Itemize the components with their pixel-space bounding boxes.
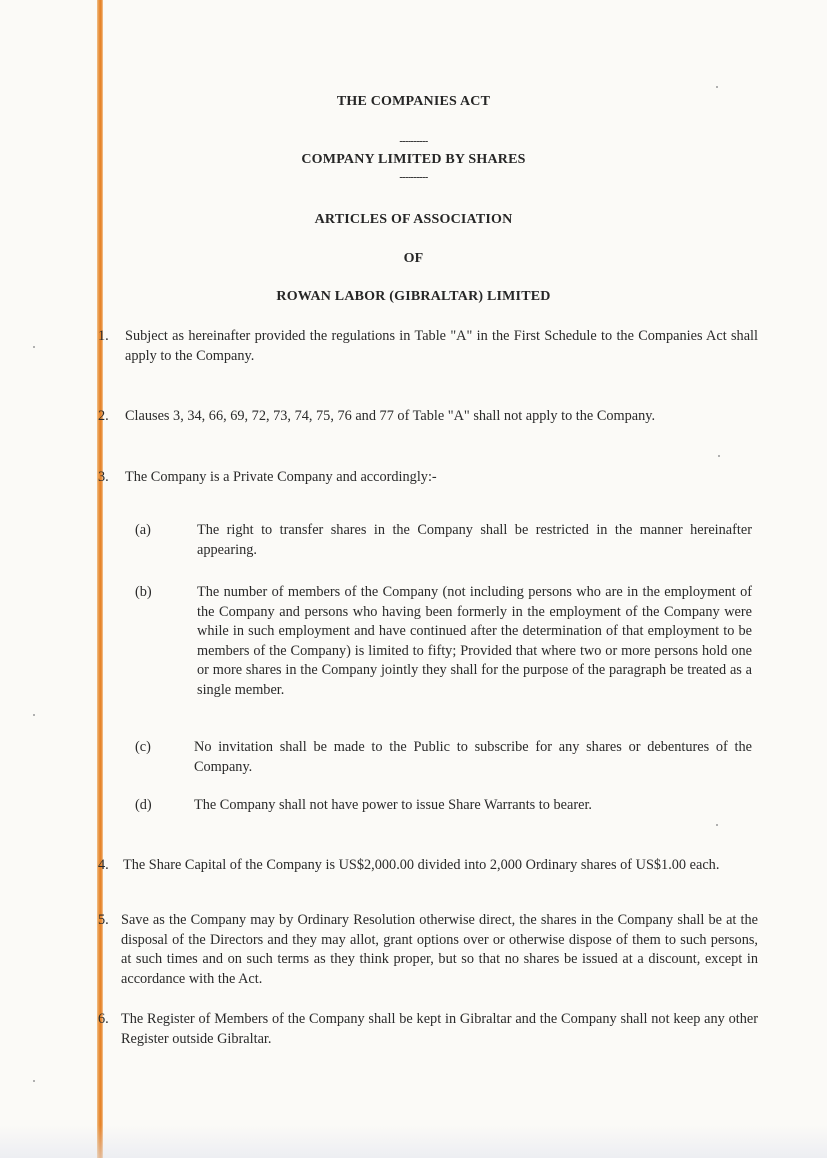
subclause-label: (b) xyxy=(135,584,152,600)
paper-speck xyxy=(718,455,720,457)
paper-speck xyxy=(716,824,718,826)
paper-speck xyxy=(716,86,718,88)
subclause-label: (a) xyxy=(135,522,151,538)
subclause-c xyxy=(135,738,752,778)
clause-6 xyxy=(98,1010,758,1050)
subclause-text: The right to transfer shares in the Company shall be restricted in the manner hereinafter appearing. xyxy=(197,522,752,558)
clause-2 xyxy=(98,407,758,427)
separator-bottom: ---------- xyxy=(399,172,428,183)
subclause-b xyxy=(135,583,752,719)
clause-text: Clauses 3, 34, 66, 69, 72, 73, 74, 75, 76 and 77 of Table "A" shall not apply to the Company. xyxy=(125,408,656,424)
clause-text: The Company is a Private Company and accordingly:- xyxy=(125,469,437,485)
company-name-heading: ROWAN LABOR (GIBRALTAR) LIMITED xyxy=(276,289,551,304)
subclause-text: No invitation shall be made to the Public to subscribe for any shares or debentures of the Company. xyxy=(194,739,752,775)
clause-text: The Register of Members of the Company shall be kept in Gibraltar and the Company shall not keep any other Register outside Gibraltar. xyxy=(121,1011,758,1047)
clause-1 xyxy=(98,327,758,367)
clause-4 xyxy=(98,856,758,896)
clause-number: 3. xyxy=(98,469,109,485)
company-type-heading: COMPANY LIMITED BY SHARES xyxy=(301,152,526,167)
scan-shadow xyxy=(0,1125,827,1158)
subclause-text: The number of members of the Company (not including persons who are in the employment of the Company and persons who having been formerly in the employment of the Company were while in such employment and have continued after the determination of that employment to be members of the Company) is limited to fifty; Provided that where two or more persons hold one or more shares in the Company jointly they shall for the purpose of the paragraph be treated as a single member. xyxy=(197,584,752,698)
clause-number: 1. xyxy=(98,328,109,344)
clause-3 xyxy=(98,468,758,488)
clause-number: 6. xyxy=(98,1011,109,1027)
subclause-label: (d) xyxy=(135,797,152,813)
clause-number: 4. xyxy=(98,857,109,873)
document-title: ARTICLES OF ASSOCIATION xyxy=(314,212,513,227)
subclause-a xyxy=(135,521,752,561)
subclause-label: (c) xyxy=(135,739,151,755)
paper-speck xyxy=(33,346,35,348)
clause-text: The Share Capital of the Company is US$2,000.00 divided into 2,000 Ordinary shares of US$1.00 each. xyxy=(123,857,720,873)
clause-5 xyxy=(98,911,758,990)
act-heading: THE COMPANIES ACT xyxy=(336,94,491,109)
paper-speck xyxy=(33,1080,35,1082)
separator-top: ---------- xyxy=(399,136,428,147)
of-heading: OF xyxy=(403,251,424,266)
clause-text: Save as the Company may by Ordinary Resolution otherwise direct, the shares in the Company shall be at the disposal of the Directors and they may allot, grant options over or otherwise dispose of them to such persons, at such times and on such terms as they think proper, but so that no shares be issued at a discount, except in accordance with the Act. xyxy=(121,912,758,987)
subclause-text: The Company shall not have power to issue Share Warrants to bearer. xyxy=(194,797,592,813)
clause-number: 2. xyxy=(98,408,109,424)
clause-number: 5. xyxy=(98,912,109,928)
subclause-d xyxy=(135,796,752,816)
paper-speck xyxy=(33,714,35,716)
clause-text: Subject as hereinafter provided the regulations in Table "A" in the First Schedule to the Companies Act shall apply to the Company. xyxy=(125,328,758,364)
